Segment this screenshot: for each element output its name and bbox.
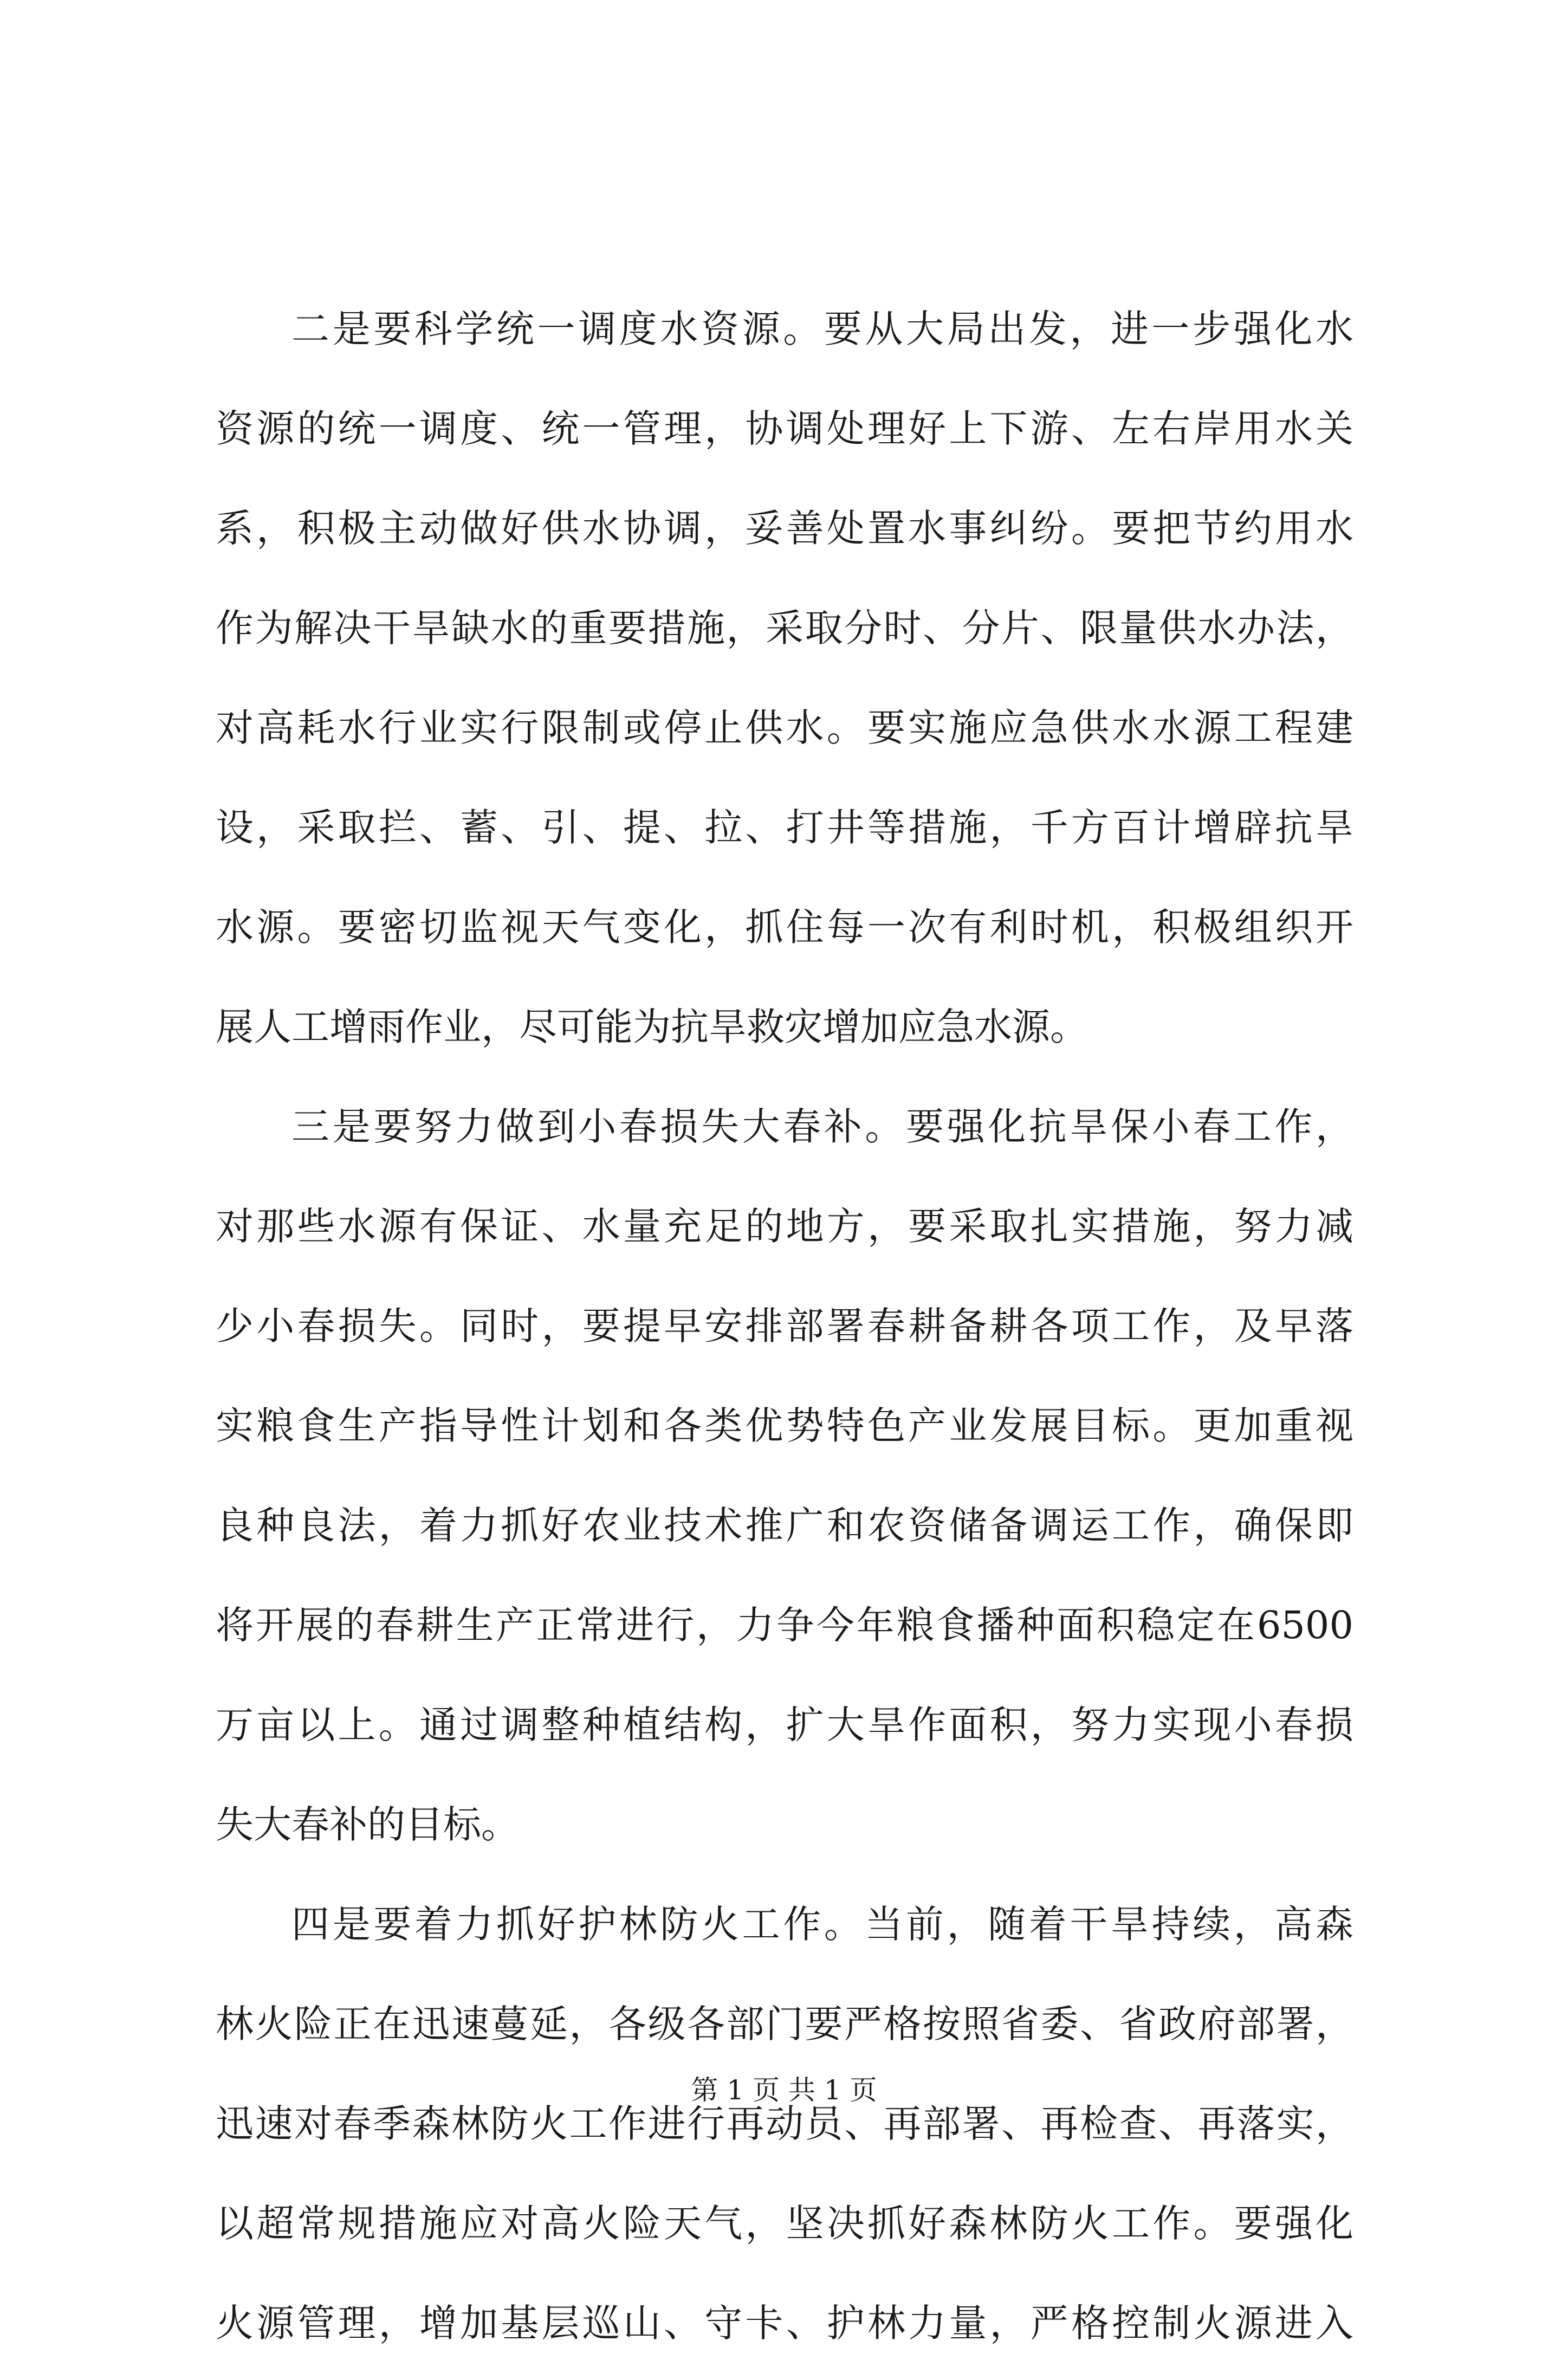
text-line: 设，采取拦、蓄、引、提、拉、打井等措施，千方百计增辟抗旱 [216, 805, 1353, 850]
paragraph-1 [216, 279, 1353, 1077]
body-text [216, 279, 1353, 2373]
text-line: 四是要着力抓好护林防火工作。当前，随着干旱持续，高森 [291, 1902, 1353, 1947]
text-line: 少小春损失。同时，要提早安排部署春耕备耕各项工作，及早落 [216, 1304, 1353, 1348]
text-line: 火源管理，增加基层巡山、守卡、护林力量，严格控制火源进入 [216, 2301, 1353, 2345]
text-line: 将开展的春耕生产正常进行，力争今年粮食播种面积稳定在6500 [216, 1603, 1353, 1647]
text-line: 水源。要密切监视天气变化，抓住每一次有利时机，积极组织开 [216, 905, 1353, 949]
paragraph-2 [216, 1077, 1353, 1874]
text-line: 良种良法，着力抓好农业技术推广和农资储备调运工作，确保即 [216, 1503, 1353, 1548]
text-line: 资源的统一调度、统一管理，协调处理好上下游、左右岸用水关 [216, 406, 1353, 451]
text-line: 林火险正在迅速蔓延，各级各部门要严格按照省委、省政府部署， [216, 2002, 1353, 2046]
text-line: 展人工增雨作业，尽可能为抗旱救灾增加应急水源。 [216, 1005, 1088, 1049]
text-line: 迅速对春季森林防火工作进行再动员、再部署、再检查、再落实， [216, 2102, 1353, 2146]
text-line: 对高耗水行业实行限制或停止供水。要实施应急供水水源工程建 [216, 706, 1353, 750]
text-line: 三是要努力做到小春损失大春补。要强化抗旱保小春工作， [291, 1104, 1353, 1149]
text-line: 对那些水源有保证、水量充足的地方，要采取扎实措施，努力减 [216, 1204, 1353, 1249]
text-line: 万亩以上。通过调整种植结构，扩大旱作面积，努力实现小春损 [216, 1703, 1353, 1747]
page-number-footer: 第 1 页 共 1 页 [691, 2074, 877, 2106]
text-line: 作为解决干旱缺水的重要措施，采取分时、分片、限量供水办法， [216, 606, 1353, 650]
text-line: 实粮食生产指导性计划和各类优势特色产业发展目标。更加重视 [216, 1404, 1353, 1448]
text-line: 系，积极主动做好供水协调，妥善处置水事纠纷。要把节约用水 [216, 506, 1353, 551]
text-line: 二是要科学统一调度水资源。要从大局出发，进一步强化水 [291, 307, 1353, 351]
text-line: 失大春补的目标。 [216, 1802, 519, 1847]
paragraph-3 [216, 1874, 1353, 2373]
text-line: 以超常规措施应对高火险天气，坚决抓好森林防火工作。要强化 [216, 2201, 1353, 2246]
